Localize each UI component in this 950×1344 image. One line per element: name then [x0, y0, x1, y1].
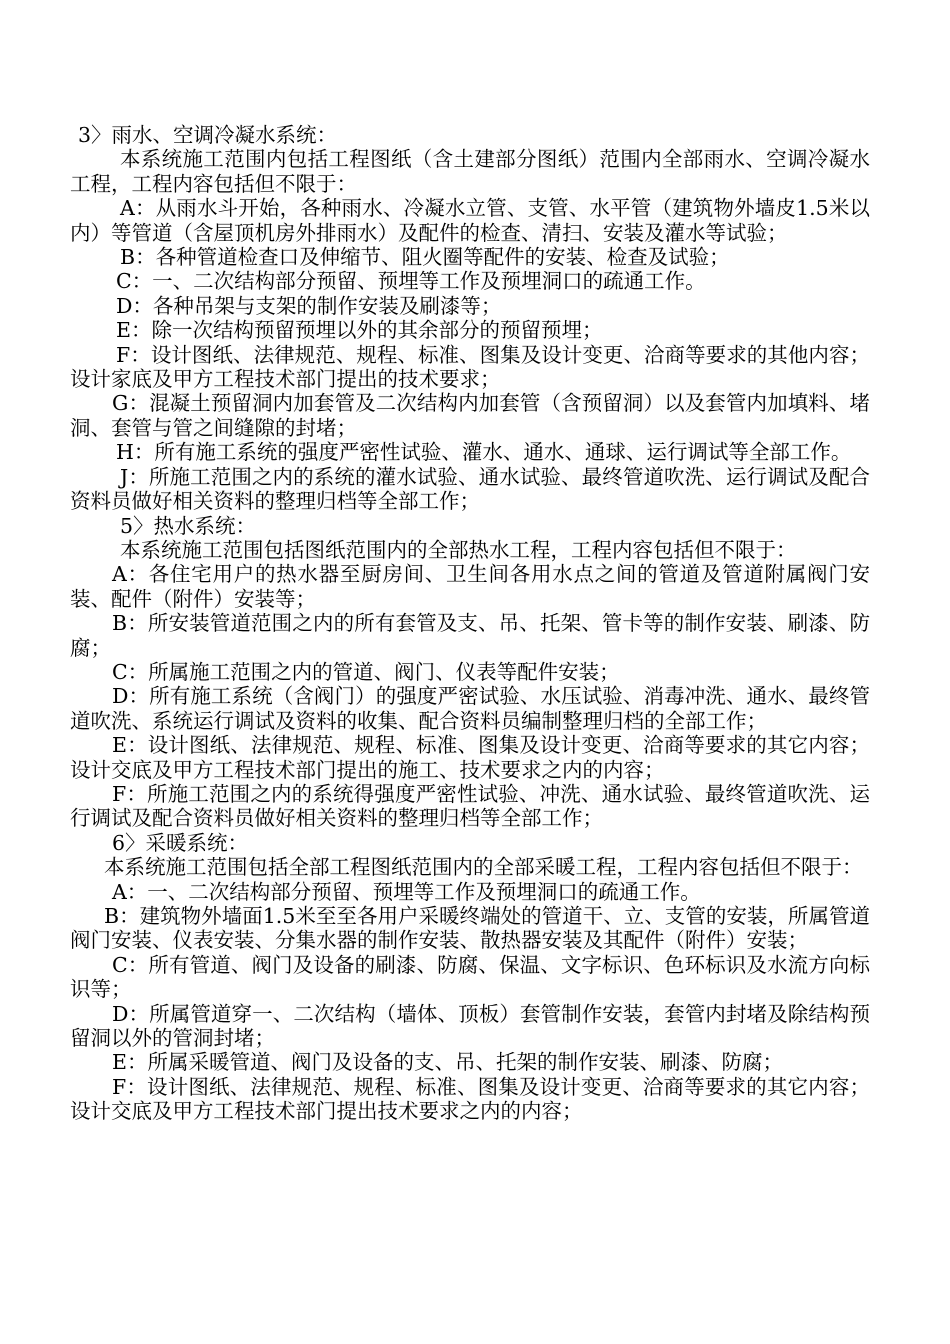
list-item: A：从雨水斗开始，各种雨水、冷凝水立管、支管、水平管（建筑物外墙皮1.5米以内）等管道（含屋顶机房外排雨水）及配件的检查、清扫、安装及灌水等试验；: [70, 196, 870, 245]
list-item: E：设计图纸、法律规范、规程、标准、图集及设计变更、洽商等要求的其它内容；设计交底及甲方工程技术部门提出的施工、技术要求之内的内容；: [70, 733, 870, 782]
section-heading-hot-water: 5〉热水系统：: [120, 513, 257, 538]
list-item: F：所施工范围之内的系统得强度严密性试验、冲洗、通水试验、最终管道吹洗、运行调试及配合资料员做好相关资料的整理归档等全部工作；: [70, 781, 870, 831]
list-item: G：混凝土预留洞内加套管及二次结构内加套管（含预留洞）以及套管内加填料、堵洞、套管与管之间缝隙的封堵；: [70, 391, 870, 440]
section-heading-heating: 6〉采暖系统：: [112, 830, 249, 855]
list-item: E：所属采暖管道、阀门及设备的支、吊、托架的制作安装、刷漆、防腐；: [112, 1050, 783, 1075]
list-item: C：所有管道、阀门及设备的刷漆、防腐、保温、文字标识、色环标识及水流方向标识等；: [70, 952, 870, 1002]
list-item: B：建筑物外墙面1.5米至至各用户采暖终端处的管道干、立、支管的安装，所属管道阀门安装、仪表安装、分集水器的制作安装、散热器安装及其配件（附件）安装；: [70, 904, 870, 953]
list-item: H：所有施工系统的强度严密性试验、灌水、通水、通球、运行调试等全部工作。: [116, 440, 852, 465]
list-item: E：除一次结构预留预埋以外的其余部分的预留预埋；: [116, 318, 603, 343]
list-item: A：一、二次结构部分预留、预埋等工作及预埋洞口的疏通工作。: [112, 879, 701, 904]
list-item: B：各种管道检查口及伸缩节、阻火圈等配件的安装、检查及试验；: [120, 245, 730, 270]
paragraph: 本系统施工范围内包括工程图纸（含土建部分图纸）范围内全部雨水、空调冷凝水工程，工程内容包括但不限于：: [70, 147, 870, 196]
list-item: F：设计图纸、法律规范、规程、标准、图集及设计变更、洽商等要求的其它内容；设计交底及甲方工程技术部门提出技术要求之内的内容；: [70, 1074, 870, 1124]
list-item: D：各种吊架与支架的制作安装及刷漆等；: [116, 293, 502, 318]
list-item: B：所安装管道范围之内的所有套管及支、吊、托架、管卡等的制作安装、刷漆、防腐；: [70, 611, 870, 660]
list-item: D：所属管道穿一、二次结构（墙体、顶板）套管制作安装，套管内封堵及除结构预留洞以外的管洞封堵；: [70, 1001, 870, 1051]
list-item: J：所施工范围之内的系统的灌水试验、通水试验、最终管道吹洗、运行调试及配合资料员做好相关资料的整理归档等全部工作；: [70, 464, 870, 514]
paragraph: 本系统施工范围包括图纸范围内的全部热水工程，工程内容包括但不限于：: [120, 537, 797, 562]
list-item: D：所有施工系统（含阀门）的强度严密试验、水压试验、消毒冲洗、通水、最终管道吹洗、系统运行调试及资料的收集、配合资料员编制整理归档的全部工作；: [70, 684, 870, 733]
list-item: A：各住宅用户的热水器至厨房间、卫生间各用水点之间的管道及管道附属阀门安装、配件（附件）安装等；: [70, 562, 870, 611]
list-item: C：所属施工范围之内的管道、阀门、仪表等配件安装；: [112, 659, 620, 684]
section-heading-rainwater: 3〉雨水、空调冷凝水系统：: [78, 123, 338, 147]
list-item: C：一、二次结构部分预留、预埋等工作及预埋洞口的疏通工作。: [116, 269, 706, 294]
paragraph: 本系统施工范围包括全部工程图纸范围内的全部采暖工程，工程内容包括但不限于：: [104, 855, 863, 880]
list-item: F：设计图纸、法律规范、规程、标准、图集及设计变更、洽商等要求的其他内容；设计家底及甲方工程技术部门提出的技术要求；: [70, 342, 870, 392]
document-body: [70, 123, 870, 1124]
